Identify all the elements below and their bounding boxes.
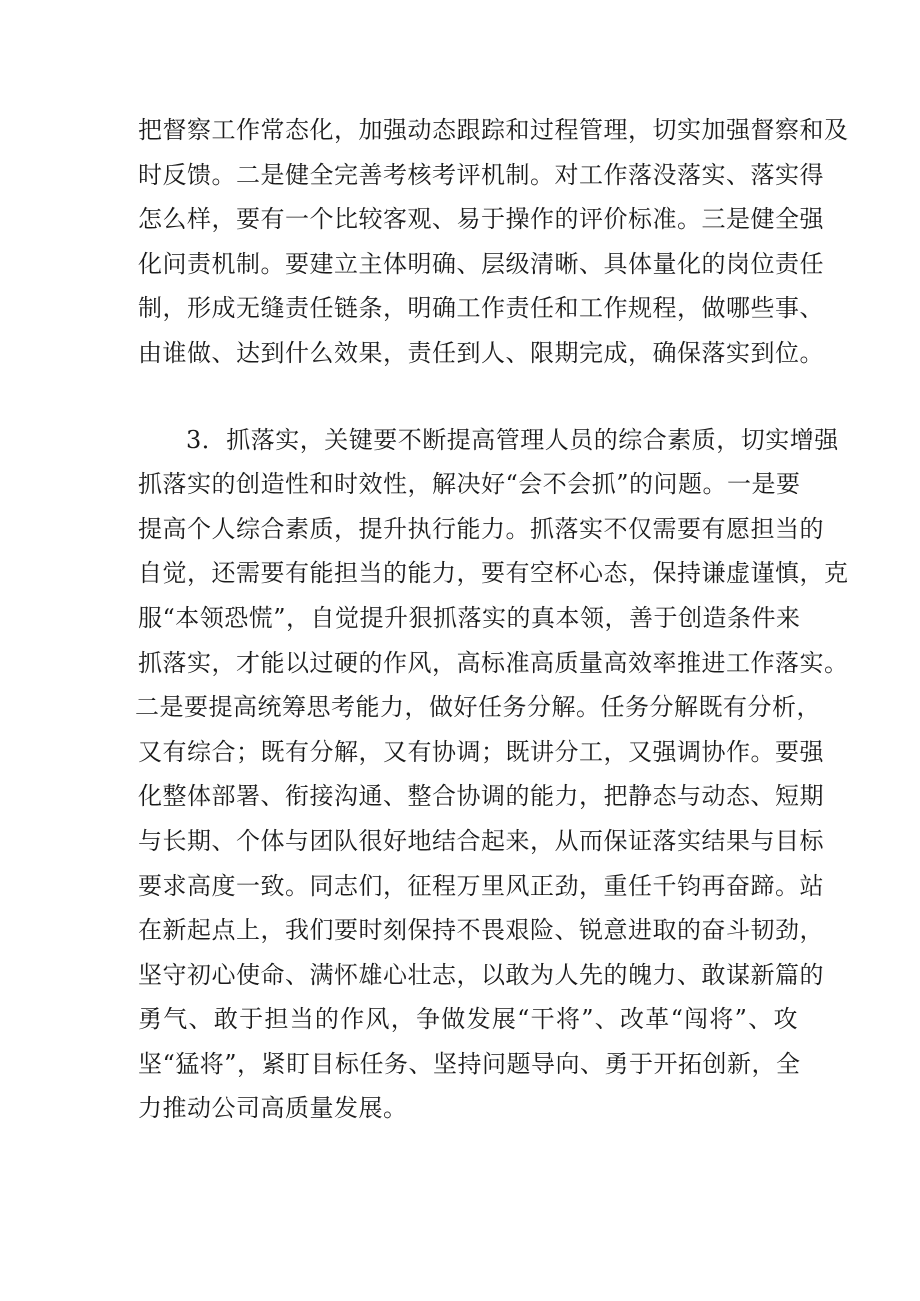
text-line: 抓落实的创造性和时效性，解决好“会不会抓”的问题。一是要 <box>138 470 801 499</box>
text-line: 又有综合；既有分解，又有协调；既讲分工，又强调协作。要强 <box>138 737 824 766</box>
document-body <box>135 108 849 1131</box>
text-line: 由谁做、达到什么效果，责任到人、限期完成，确保落实到位。 <box>138 338 824 367</box>
paragraph-gap <box>138 376 798 418</box>
text-line: 化问责机制。要建立主体明确、层级清晰、具体量化的岗位责任 <box>138 249 824 278</box>
text-line: 勇气、敢于担当的作风，争做发展“干将”、改革“闯将”、攻 <box>138 1005 798 1034</box>
text-line: 要求高度一致。同志们，征程万里风正劲，重任千钧再奋蹄。站 <box>138 871 824 900</box>
text-line: 3．抓落实，关键要不断提高管理人员的综合素质，切实增强 <box>186 425 839 454</box>
text-line: 二是要提高统筹思考能力，做好任务分解。任务分解既有分析， <box>135 693 821 722</box>
paragraph-section-3 <box>135 418 849 1132</box>
text-line: 与长期、个体与团队很好地结合起来，从而保证落实结果与目标 <box>138 826 824 855</box>
text-line: 制，形成无缝责任链条，明确工作责任和工作规程，做哪些事、 <box>138 294 824 323</box>
text-line: 力推动公司高质量发展。 <box>138 1094 408 1123</box>
text-line: 在新起点上，我们要时刻保持不畏艰险、锐意进取的奋斗韧劲， <box>138 916 824 945</box>
text-line: 把督察工作常态化，加强动态跟踪和过程管理，切实加强督察和及 <box>138 116 849 144</box>
text-line: 自觉，还需要有能担当的能力，要有空杯心态，保持谦虚谨慎，克 <box>138 559 849 588</box>
text-line: 怎么样，要有一个比较客观、易于操作的评价标准。三是健全强 <box>138 205 824 234</box>
text-line: 坚守初心使命、满怀雄心壮志，以敢为人先的魄力、敢谋新篇的 <box>138 960 824 989</box>
paragraph-oversight <box>138 108 849 376</box>
text-line: 化整体部署、衔接沟通、整合协调的能力，把静态与动态、短期 <box>138 782 824 811</box>
text-line: 时反馈。二是健全完善考核考评机制。对工作落没落实、落实得 <box>138 160 824 189</box>
text-line: 抓落实，才能以过硬的作风，高标准高质量高效率推进工作落实。 <box>138 648 849 677</box>
text-line: 提高个人综合素质，提升执行能力。抓落实不仅需要有愿担当的 <box>138 514 824 543</box>
text-line: 服“本领恐慌”，自觉提升狠抓落实的真本领，善于创造条件来 <box>138 603 801 632</box>
text-line: 坚“猛将”，紧盯目标任务、坚持问题导向、勇于开拓创新，全 <box>138 1049 801 1078</box>
